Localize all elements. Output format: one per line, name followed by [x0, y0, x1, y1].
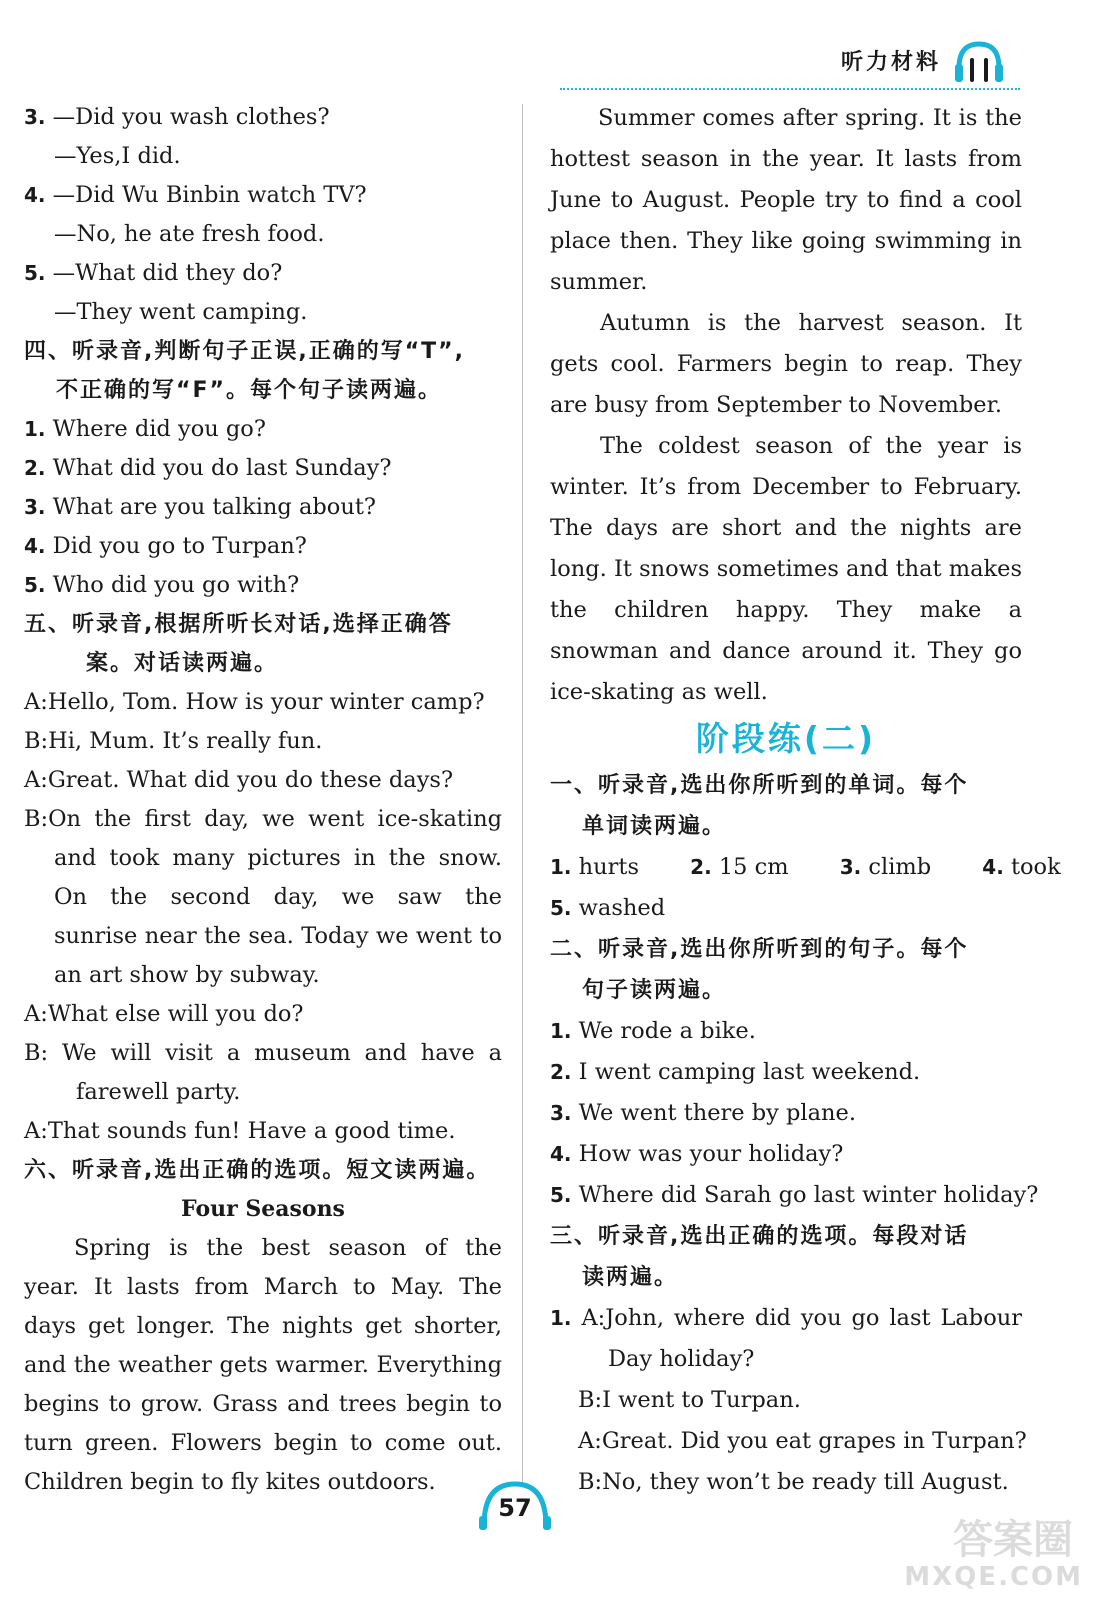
- item-text: took: [1010, 854, 1061, 880]
- item-number: 4.: [24, 183, 46, 207]
- section-3-heading-cont: 读两遍。: [582, 1265, 679, 1290]
- dialogue-line: farewell party.: [76, 1079, 241, 1105]
- section-1-heading-cont: 单词读两遍。: [582, 814, 727, 839]
- dialogue-line: A:Great. Did you eat grapes in Turpan?: [578, 1428, 1027, 1454]
- answer-line: —Yes,I did.: [54, 143, 181, 169]
- item-number: 1.: [550, 855, 572, 879]
- header-title: 听力材料: [840, 50, 941, 75]
- item-text: I went camping last weekend.: [578, 1059, 921, 1085]
- passage-line: turn green. Flowers begin to come out.: [24, 1430, 502, 1456]
- dialogue-line: sunrise near the sea. Today we went to: [54, 923, 502, 949]
- item-text: We went there by plane.: [578, 1100, 856, 1126]
- page-header: [841, 28, 1005, 84]
- list-item: [550, 1052, 1022, 1093]
- passage-line: are busy from September to November.: [550, 392, 1002, 418]
- item-number: 2.: [690, 855, 712, 879]
- item-number: 3.: [550, 1101, 572, 1125]
- section-6-heading: 六、听录音,选出正确的选项。短文读两遍。: [24, 1158, 491, 1183]
- item-number: 4.: [982, 855, 1004, 879]
- item-number: 5.: [550, 896, 572, 920]
- dialogue-line: A:That sounds fun! Have a good time.: [24, 1118, 456, 1144]
- passage-line: gets cool. Farmers begin to reap. They: [550, 351, 1022, 377]
- column-divider: [522, 104, 523, 1482]
- dialogue-line: On the second day, we saw the: [54, 884, 502, 910]
- passage-line: the children happy. They make a: [550, 597, 1022, 623]
- item-number: 4.: [550, 1142, 572, 1166]
- item-3: [24, 98, 502, 137]
- passage-line: [24, 1229, 502, 1268]
- item-text: —What did they do?: [52, 260, 283, 286]
- item-text: A:John, where did you go last Labour: [581, 1305, 1023, 1331]
- dialogue-line: A:Great. What did you do these days?: [24, 767, 454, 793]
- word-item: [690, 854, 810, 880]
- passage-line: snowman and dance around it. They go: [550, 638, 1022, 664]
- dialogue-line: B: We will visit a museum and have a: [24, 1040, 502, 1066]
- item-text: 15 cm: [718, 854, 789, 880]
- item-number: 2.: [24, 456, 46, 480]
- passage-line: June to August. People try to find a cool: [550, 187, 1022, 213]
- dialogue-line: B:Hi, Mum. It’s really fun.: [24, 728, 323, 754]
- section-4-heading: 四、听录音,判断句子正误,正确的写“T”,: [24, 339, 465, 364]
- item-number: 3.: [24, 105, 46, 129]
- word-item: [840, 854, 953, 880]
- word-item: [982, 854, 1082, 880]
- list-item: [24, 488, 502, 527]
- dialogue-line: and took many pictures in the snow.: [54, 845, 502, 871]
- passage-line: summer.: [550, 269, 648, 295]
- watermark: [883, 1508, 1083, 1592]
- header-rule: [560, 88, 1020, 90]
- passage-line: [550, 303, 1022, 344]
- list-item: [24, 566, 502, 605]
- list-item: [550, 1175, 1039, 1216]
- page-number: 57: [498, 1494, 532, 1522]
- item-number: 5.: [24, 261, 46, 285]
- section-2-heading-cont: 句子读两遍。: [582, 978, 727, 1003]
- dialogue-line: B:I went to Turpan.: [578, 1387, 801, 1413]
- section-3-heading: 三、听录音,选出正确的选项。每段对话: [550, 1224, 969, 1249]
- passage-line: place then. They like going swimming in: [550, 228, 1022, 254]
- left-column: [24, 98, 502, 1502]
- item-text: —Did Wu Binbin watch TV?: [52, 182, 367, 208]
- item-text: hurts: [578, 854, 639, 880]
- list-item: [24, 527, 502, 566]
- passage-line: Children begin to fly kites outdoors.: [24, 1469, 436, 1495]
- page-number-badge: [478, 1476, 552, 1532]
- passage-line: year. It lasts from March to May. The: [24, 1274, 502, 1300]
- dialogue-line: B:No, they won’t be ready till August.: [578, 1469, 1009, 1495]
- passage-line: begins to grow. Grass and trees begin to: [24, 1391, 502, 1417]
- item-number: 3.: [24, 495, 46, 519]
- watermark-text: MXQE.COM: [904, 1562, 1083, 1592]
- list-item: [550, 1093, 1022, 1134]
- watermark-logo: 答案圈: [953, 1517, 1073, 1563]
- item-text: We rode a bike.: [578, 1018, 756, 1044]
- passage-line: [550, 98, 1022, 139]
- answer-line: —No, he ate fresh food.: [54, 221, 325, 247]
- item-text: —Did you wash clothes?: [52, 104, 330, 130]
- dialogue-line: Day holiday?: [608, 1346, 755, 1372]
- word-item: [550, 888, 1022, 929]
- right-column: [550, 98, 1061, 1503]
- list-item: [550, 1134, 1022, 1175]
- item-number: 4.: [24, 534, 46, 558]
- word-list: [550, 847, 1061, 888]
- item-text: Where did you go?: [52, 416, 266, 442]
- passage-line: The days are short and the nights are: [550, 515, 1022, 541]
- section-5-heading: 五、听录音,根据所听长对话,选择正确答: [24, 612, 453, 637]
- item-number: 1.: [550, 1306, 572, 1330]
- passage-line: days get longer. The nights get shorter,: [24, 1313, 502, 1339]
- answer-line: —They went camping.: [54, 299, 308, 325]
- list-item: [24, 410, 502, 449]
- section-2-heading: 二、听录音,选出你所听到的句子。每个: [550, 937, 969, 962]
- item-text: Did you go to Turpan?: [52, 533, 307, 559]
- dialogue-line: B:On the first day, we went ice-skating: [24, 806, 502, 832]
- passage-text: The coldest season of the year is: [600, 433, 1022, 459]
- passage-line: hottest season in the year. It lasts from: [550, 146, 1022, 172]
- dialogue-line: [550, 1298, 1022, 1339]
- item-5: [24, 254, 502, 293]
- item-number: 1.: [550, 1019, 572, 1043]
- item-text: Who did you go with?: [52, 572, 300, 598]
- item-number: 1.: [24, 417, 46, 441]
- item-text: climb: [868, 854, 932, 880]
- dialogue-line: an art show by subway.: [54, 962, 320, 988]
- item-text: Where did Sarah go last winter holiday?: [578, 1182, 1039, 1208]
- passage-line: ice-skating as well.: [550, 679, 768, 705]
- section-4-heading-cont: 不正确的写“F”。每个句子读两遍。: [56, 378, 442, 403]
- list-item: [24, 449, 502, 488]
- word-item: [550, 854, 661, 880]
- item-text: How was your holiday?: [578, 1141, 844, 1167]
- passage-text: Spring is the best season of the: [74, 1235, 502, 1261]
- section-5-heading-cont: 案。对话读两遍。: [86, 651, 279, 676]
- item-4: [24, 176, 502, 215]
- headphones-icon: [953, 38, 1005, 84]
- passage-text: Autumn is the harvest season. It: [600, 310, 1022, 336]
- dialogue-line: A:Hello, Tom. How is your winter camp?: [24, 689, 485, 715]
- passage-title: Four Seasons: [181, 1196, 345, 1222]
- item-number: 5.: [550, 1183, 572, 1207]
- item-number: 2.: [550, 1060, 572, 1084]
- item-text: What are you talking about?: [52, 494, 376, 520]
- passage-line: winter. It’s from December to February.: [550, 474, 1022, 500]
- item-text: washed: [578, 895, 666, 921]
- dialogue-line: A:What else will you do?: [24, 1001, 304, 1027]
- list-item: [550, 1011, 1022, 1052]
- section-1-heading: 一、听录音,选出你所听到的单词。每个: [550, 773, 969, 798]
- item-number: 5.: [24, 573, 46, 597]
- item-number: 3.: [839, 855, 862, 879]
- item-text: What did you do last Sunday?: [52, 455, 392, 481]
- passage-line: and the weather gets warmer. Everything: [24, 1352, 502, 1378]
- stage-title: 阶段练(二): [695, 719, 877, 758]
- passage-line: [550, 426, 1022, 467]
- passage-line: long. It snows sometimes and that makes: [550, 556, 1022, 582]
- passage-text: Summer comes after spring. It is the: [598, 105, 1022, 131]
